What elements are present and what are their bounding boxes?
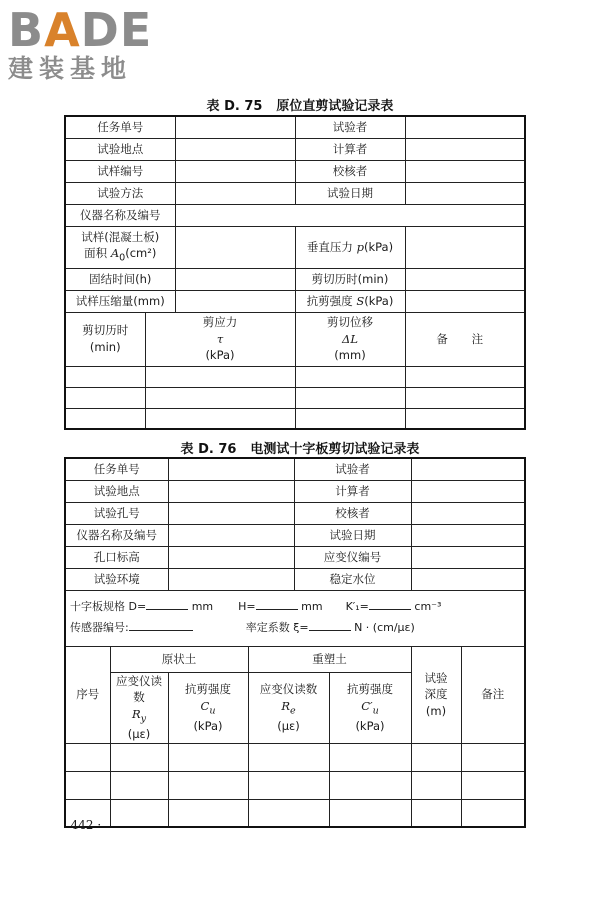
header-undisturbed: 原状土 <box>110 646 248 672</box>
label-vertical-pressure: 垂直压力 p(kPa) <box>295 226 405 268</box>
table-row <box>65 387 525 408</box>
value-date[interactable] <box>405 182 525 204</box>
value-sample-no[interactable] <box>175 160 295 182</box>
data-cell[interactable] <box>168 799 248 827</box>
header-remolded: 重塑土 <box>248 646 411 672</box>
header-shear-stress: 剪应力 τ (kPa) <box>145 312 295 366</box>
table-header-row <box>65 646 525 672</box>
logo-wordmark: BADE <box>8 3 153 57</box>
value-task-no[interactable] <box>175 116 295 138</box>
table-row <box>65 268 525 290</box>
value-checker[interactable] <box>405 160 525 182</box>
label-task-no: 任务单号 <box>65 458 168 480</box>
data-cell[interactable] <box>168 771 248 799</box>
header-remark: 备注 <box>461 646 525 743</box>
data-cell[interactable] <box>248 771 329 799</box>
table-row <box>65 480 525 502</box>
label-site: 试验地点 <box>65 138 175 160</box>
value-vertical-pressure[interactable] <box>405 226 525 268</box>
blank-d[interactable] <box>146 599 188 610</box>
table-row <box>65 204 525 226</box>
label-sample-area-line2: 面积 $A_0(cm^2)$ <box>84 246 157 264</box>
value-shear-duration[interactable] <box>405 268 525 290</box>
table-d75 <box>64 115 526 430</box>
value-shear-strength[interactable] <box>405 290 525 312</box>
value-calculator[interactable] <box>405 138 525 160</box>
table-row <box>65 226 525 268</box>
header-re: 应变仪读数 $R_e$ (με) <box>248 672 329 743</box>
data-cell[interactable] <box>295 408 405 429</box>
spec-row <box>65 590 525 646</box>
value-instrument[interactable] <box>168 524 294 546</box>
data-cell[interactable] <box>411 771 461 799</box>
data-cell[interactable] <box>65 743 110 771</box>
header-cu-prime: 抗剪强度 $C'_u$ (kPa) <box>329 672 411 743</box>
header-shear-displacement: 剪切位移 ΔL (mm) <box>295 312 405 366</box>
table-row <box>65 568 525 590</box>
value-tester[interactable] <box>411 458 525 480</box>
table-row <box>65 771 525 799</box>
spec-line-1: 十字板规格 D= mm H= mm K′₁= cm⁻³ <box>70 600 442 614</box>
table-row <box>65 290 525 312</box>
table-d76 <box>64 457 526 828</box>
data-cell[interactable] <box>110 771 168 799</box>
label-sample-no: 试样编号 <box>65 160 175 182</box>
value-compression[interactable] <box>175 290 295 312</box>
label-shear-strength: 抗剪强度 S(kPa) <box>295 290 405 312</box>
value-site[interactable] <box>168 480 294 502</box>
value-consolidation[interactable] <box>175 268 295 290</box>
header-cu: 抗剪强度 $C_u$ (kPa) <box>168 672 248 743</box>
header-depth: 试验 深度 (m) <box>411 646 461 743</box>
header-seq: 序号 <box>65 646 110 743</box>
label-environment: 试验环境 <box>65 568 168 590</box>
label-sample-area <box>65 226 175 268</box>
label-strain-gauge-no: 应变仪编号 <box>294 546 411 568</box>
spec-line-2: 传感器编号: 率定系数 ξ= N · (cm/με) <box>70 621 415 634</box>
data-cell[interactable] <box>65 408 145 429</box>
data-cell[interactable] <box>295 387 405 408</box>
value-task-no[interactable] <box>168 458 294 480</box>
data-cell[interactable] <box>65 387 145 408</box>
data-cell[interactable] <box>110 743 168 771</box>
data-cell[interactable] <box>461 771 525 799</box>
table-row <box>65 799 525 827</box>
table-row <box>65 160 525 182</box>
table-row <box>65 366 525 387</box>
table-header-row <box>65 312 525 366</box>
label-tester: 试验者 <box>294 458 411 480</box>
blank-calibration[interactable] <box>309 620 351 631</box>
data-cell[interactable] <box>411 799 461 827</box>
blank-sensor[interactable] <box>129 620 193 631</box>
data-cell[interactable] <box>110 799 168 827</box>
logo-chinese: 建装基地 <box>8 54 133 83</box>
label-checker: 校核者 <box>295 160 405 182</box>
table1-title: 表 D. 75 原位直剪试验记录表 <box>206 99 394 114</box>
label-hole-no: 试验孔号 <box>65 502 168 524</box>
table2-title: 表 D. 76 电测试十字板剪切试验记录表 <box>180 442 420 457</box>
value-site[interactable] <box>175 138 295 160</box>
data-cell[interactable] <box>145 408 295 429</box>
label-instrument: 仪器名称及编号 <box>65 524 168 546</box>
data-cell[interactable] <box>405 387 525 408</box>
value-strain-gauge-no[interactable] <box>411 546 525 568</box>
value-environment[interactable] <box>168 568 294 590</box>
label-date: 试验日期 <box>294 524 411 546</box>
table-row <box>65 116 525 138</box>
blank-k[interactable] <box>369 599 411 610</box>
table-row <box>65 743 525 771</box>
table-row <box>65 182 525 204</box>
label-water-level: 稳定水位 <box>294 568 411 590</box>
table-row <box>65 524 525 546</box>
data-cell[interactable] <box>65 771 110 799</box>
value-sample-area[interactable] <box>175 226 295 268</box>
header-shear-duration: 剪切历时 (min) <box>65 312 145 366</box>
header-remarks: 备 注 <box>405 312 525 366</box>
data-cell[interactable] <box>248 743 329 771</box>
label-site: 试验地点 <box>65 480 168 502</box>
header-ry: 应变仪读数 $R_y$ (με) <box>110 672 168 743</box>
logo <box>8 3 178 84</box>
blank-h[interactable] <box>256 599 298 610</box>
data-cell[interactable] <box>461 799 525 827</box>
value-tester[interactable] <box>405 116 525 138</box>
data-cell[interactable] <box>405 408 525 429</box>
data-cell[interactable] <box>145 366 295 387</box>
value-checker[interactable] <box>411 502 525 524</box>
page-number: · 442 · <box>63 818 102 832</box>
data-cell[interactable] <box>329 771 411 799</box>
data-cell[interactable] <box>329 743 411 771</box>
table-row <box>65 458 525 480</box>
data-cell[interactable] <box>329 799 411 827</box>
label-calculator: 计算者 <box>294 480 411 502</box>
data-cell[interactable] <box>461 743 525 771</box>
data-cell[interactable] <box>248 799 329 827</box>
value-water-level[interactable] <box>411 568 525 590</box>
label-task-no: 任务单号 <box>65 116 175 138</box>
label-date: 试验日期 <box>295 182 405 204</box>
value-instrument[interactable] <box>175 204 525 226</box>
value-date[interactable] <box>411 524 525 546</box>
label-calculator: 计算者 <box>295 138 405 160</box>
spec-cell <box>65 590 525 646</box>
value-method[interactable] <box>175 182 295 204</box>
table-row <box>65 546 525 568</box>
label-checker: 校核者 <box>294 502 411 524</box>
value-elevation[interactable] <box>168 546 294 568</box>
data-cell[interactable] <box>405 366 525 387</box>
label-compression: 试样压缩量(mm) <box>65 290 175 312</box>
data-cell[interactable] <box>411 743 461 771</box>
label-instrument: 仪器名称及编号 <box>65 204 175 226</box>
label-tester: 试验者 <box>295 116 405 138</box>
table-row <box>65 138 525 160</box>
data-cell[interactable] <box>168 743 248 771</box>
table-row <box>65 408 525 429</box>
label-shear-duration: 剪切历时(min) <box>295 268 405 290</box>
table-row <box>65 502 525 524</box>
data-cell[interactable] <box>145 387 295 408</box>
value-calculator[interactable] <box>411 480 525 502</box>
label-elevation: 孔口标高 <box>65 546 168 568</box>
label-sample-area-line1: 试样(混凝土板) <box>81 229 160 244</box>
label-method: 试验方法 <box>65 182 175 204</box>
data-cell[interactable] <box>295 366 405 387</box>
value-hole-no[interactable] <box>168 502 294 524</box>
data-cell[interactable] <box>65 366 145 387</box>
label-consolidation: 固结时间(h) <box>65 268 175 290</box>
